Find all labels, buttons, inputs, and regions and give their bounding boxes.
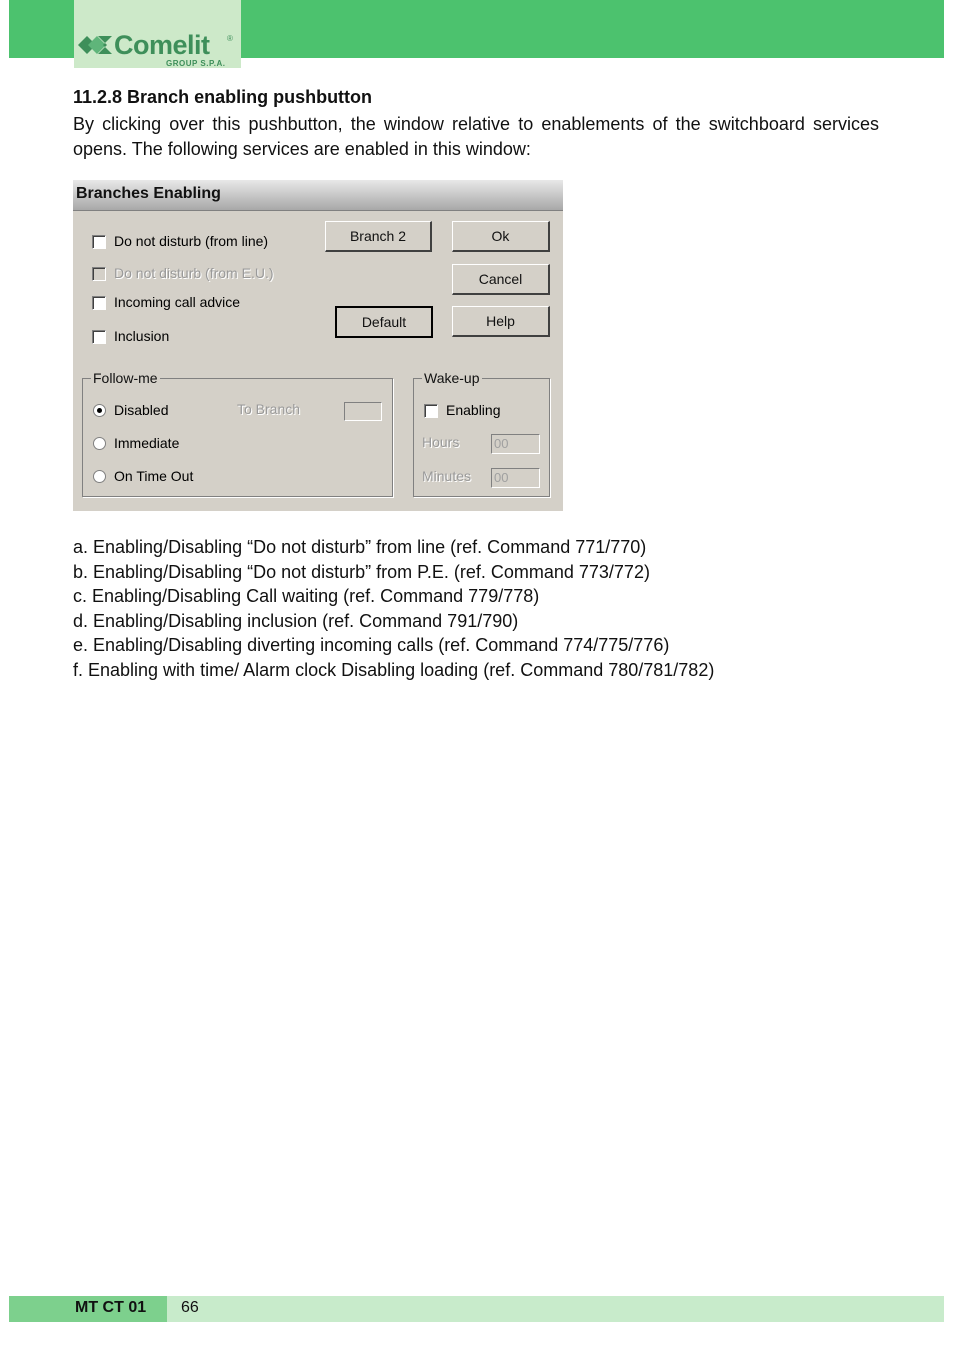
dnd-line-checkbox[interactable] <box>92 235 106 249</box>
help-button[interactable]: Help <box>452 306 550 337</box>
services-list <box>73 535 714 682</box>
follow-me-disabled-radio[interactable] <box>93 404 106 417</box>
dialog-title: Branches Enabling <box>76 185 221 202</box>
brand-name: Comelit <box>114 30 210 60</box>
list-item: b. Enabling/Disabling “Do not disturb” from P.E. (ref. Command 773/772) <box>73 561 650 582</box>
wake-up-enabling-label: Enabling <box>446 402 501 418</box>
brand-logo <box>74 0 241 68</box>
footer-code-box <box>9 1296 167 1322</box>
wake-up-enabling-checkbox[interactable] <box>424 404 438 418</box>
cancel-button[interactable]: Cancel <box>452 264 550 295</box>
follow-me-label: Follow-me <box>93 370 158 386</box>
incoming-advice-checkbox[interactable] <box>92 296 106 310</box>
inclusion-label: Inclusion <box>114 328 170 344</box>
to-branch-label: To Branch <box>237 401 301 417</box>
minutes-label: Minutes <box>422 468 472 484</box>
default-button[interactable]: Default <box>335 306 433 338</box>
page-number: 66 <box>181 1299 199 1316</box>
branches-enabling-dialog <box>73 180 563 511</box>
incoming-advice-label: Incoming call advice <box>114 294 241 310</box>
list-item: a. Enabling/Disabling “Do not disturb” from line (ref. Command 771/770) <box>73 537 647 557</box>
comelit-logo-icon <box>78 32 114 58</box>
inclusion-checkbox[interactable] <box>92 330 106 344</box>
follow-me-immediate-label: Immediate <box>114 435 180 451</box>
section-intro: By clicking over this pushbutton, the window relative to enablements of the switchboard services opens. The following services are enabled in this window: <box>73 114 879 159</box>
to-branch-input <box>344 402 382 421</box>
brand-subtitle: GROUP S.P.A. <box>166 59 226 68</box>
branch-button[interactable]: Branch 2 <box>325 221 432 252</box>
manual-code: MT CT 01 <box>75 1299 147 1316</box>
follow-me-immediate-radio[interactable] <box>93 437 106 450</box>
ok-button[interactable]: Ok <box>452 221 550 252</box>
hours-label: Hours <box>422 434 460 450</box>
follow-me-timeout-radio[interactable] <box>93 470 106 483</box>
dnd-eu-checkbox <box>92 267 106 281</box>
list-item: f. Enabling with time/ Alarm clock Disabling loading (ref. Command 780/781/782) <box>73 659 715 680</box>
registered-mark: ® <box>227 34 233 43</box>
list-item: e. Enabling/Disabling diverting incoming calls (ref. Command 774/775/776) <box>73 635 670 655</box>
footer-bar <box>9 1296 944 1322</box>
follow-me-disabled-label: Disabled <box>114 402 169 418</box>
minutes-input: 00 <box>491 468 540 488</box>
section-heading: 11.2.8 Branch enabling pushbutton <box>73 87 373 107</box>
dialog-title-bar <box>73 180 563 211</box>
hours-input: 00 <box>491 434 540 454</box>
wake-up-label: Wake-up <box>424 370 480 386</box>
list-item: c. Enabling/Disabling Call waiting (ref. Command 779/778) <box>73 586 540 606</box>
list-item: d. Enabling/Disabling inclusion (ref. Command 791/790) <box>73 610 519 631</box>
dnd-line-label: Do not disturb (from line) <box>114 233 269 249</box>
dnd-eu-label: Do not disturb (from E.U.) <box>114 265 274 281</box>
follow-me-timeout-label: On Time Out <box>114 468 194 484</box>
